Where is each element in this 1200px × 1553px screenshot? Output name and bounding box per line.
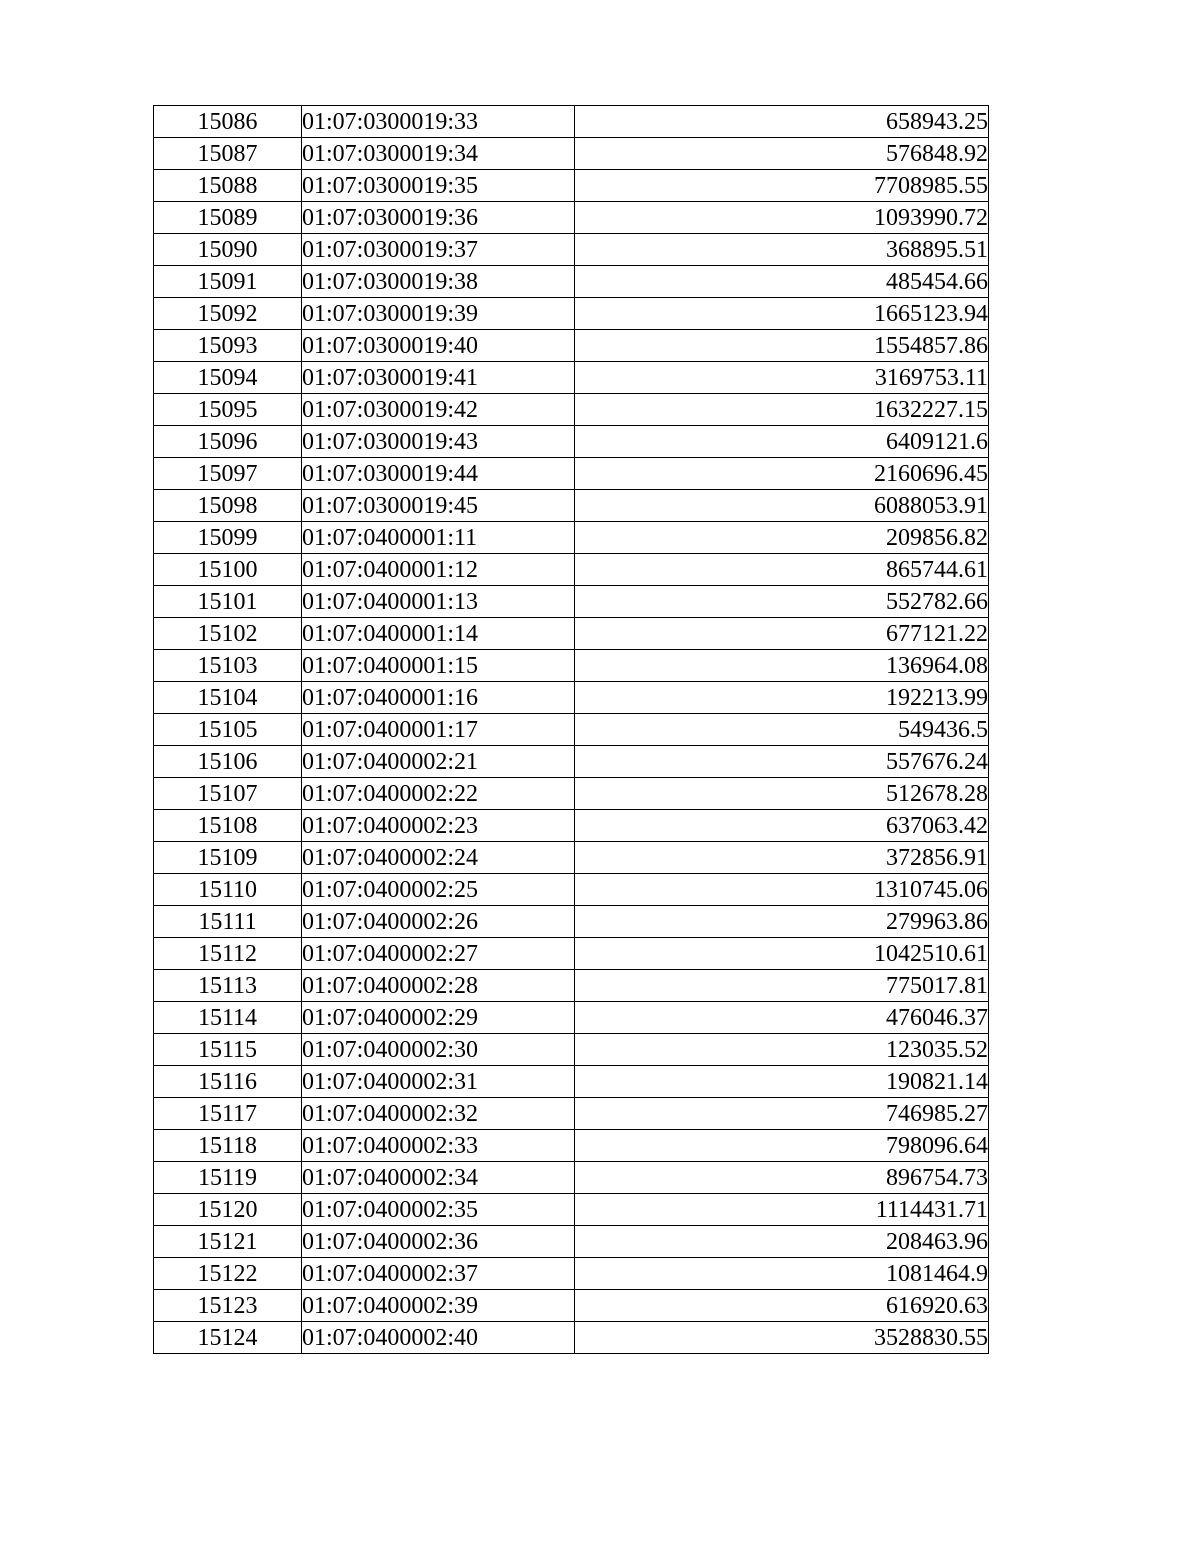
cadastral-value-cell: 1081464.9 xyxy=(575,1258,989,1290)
table-row xyxy=(154,1290,989,1322)
cadastral-number-cell: 01:07:0400002:37 xyxy=(302,1258,575,1290)
row-number-cell: 15100 xyxy=(154,554,302,586)
cadastral-value-cell: 6088053.91 xyxy=(575,490,989,522)
cadastral-value-cell: 865744.61 xyxy=(575,554,989,586)
table-row xyxy=(154,1162,989,1194)
cadastral-number-cell: 01:07:0300019:44 xyxy=(302,458,575,490)
row-number-cell: 15117 xyxy=(154,1098,302,1130)
cadastral-value-cell: 7708985.55 xyxy=(575,170,989,202)
cadastral-value-cell: 2160696.45 xyxy=(575,458,989,490)
cadastral-value-cell: 372856.91 xyxy=(575,842,989,874)
cadastral-value-cell: 3169753.11 xyxy=(575,362,989,394)
cadastral-number-cell: 01:07:0400001:14 xyxy=(302,618,575,650)
table-row xyxy=(154,1322,989,1354)
table-row xyxy=(154,970,989,1002)
cadastral-number-cell: 01:07:0400002:32 xyxy=(302,1098,575,1130)
cadastral-value-cell: 896754.73 xyxy=(575,1162,989,1194)
table-row xyxy=(154,106,989,138)
cadastral-number-cell: 01:07:0400002:30 xyxy=(302,1034,575,1066)
row-number-cell: 15115 xyxy=(154,1034,302,1066)
table-row xyxy=(154,1226,989,1258)
cadastral-value-cell: 209856.82 xyxy=(575,522,989,554)
cadastral-number-cell: 01:07:0300019:42 xyxy=(302,394,575,426)
table-row xyxy=(154,906,989,938)
cadastral-value-cell: 279963.86 xyxy=(575,906,989,938)
table-row xyxy=(154,618,989,650)
table-row xyxy=(154,714,989,746)
row-number-cell: 15104 xyxy=(154,682,302,714)
cadastral-number-cell: 01:07:0400002:34 xyxy=(302,1162,575,1194)
row-number-cell: 15122 xyxy=(154,1258,302,1290)
row-number-cell: 15123 xyxy=(154,1290,302,1322)
cadastral-number-cell: 01:07:0300019:39 xyxy=(302,298,575,330)
row-number-cell: 15110 xyxy=(154,874,302,906)
cadastral-value-cell: 1665123.94 xyxy=(575,298,989,330)
row-number-cell: 15108 xyxy=(154,810,302,842)
cadastral-value-cell: 368895.51 xyxy=(575,234,989,266)
table-row xyxy=(154,1034,989,1066)
cadastral-value-cell: 1554857.86 xyxy=(575,330,989,362)
cadastral-number-cell: 01:07:0400002:21 xyxy=(302,746,575,778)
cadastral-number-cell: 01:07:0400001:13 xyxy=(302,586,575,618)
row-number-cell: 15087 xyxy=(154,138,302,170)
row-number-cell: 15101 xyxy=(154,586,302,618)
table-row xyxy=(154,1258,989,1290)
cadastral-number-cell: 01:07:0400001:17 xyxy=(302,714,575,746)
row-number-cell: 15092 xyxy=(154,298,302,330)
cadastral-value-cell: 190821.14 xyxy=(575,1066,989,1098)
table-row xyxy=(154,1002,989,1034)
row-number-cell: 15107 xyxy=(154,778,302,810)
table-body xyxy=(154,106,989,1354)
cadastral-number-cell: 01:07:0400002:27 xyxy=(302,938,575,970)
row-number-cell: 15119 xyxy=(154,1162,302,1194)
table-row xyxy=(154,394,989,426)
cadastral-number-cell: 01:07:0300019:35 xyxy=(302,170,575,202)
cadastral-number-cell: 01:07:0400001:12 xyxy=(302,554,575,586)
row-number-cell: 15111 xyxy=(154,906,302,938)
cadastral-number-cell: 01:07:0300019:40 xyxy=(302,330,575,362)
row-number-cell: 15088 xyxy=(154,170,302,202)
row-number-cell: 15121 xyxy=(154,1226,302,1258)
cadastral-value-cell: 1114431.71 xyxy=(575,1194,989,1226)
table-row xyxy=(154,778,989,810)
cadastral-number-cell: 01:07:0400002:28 xyxy=(302,970,575,1002)
cadastral-value-cell: 476046.37 xyxy=(575,1002,989,1034)
table-row xyxy=(154,650,989,682)
cadastral-value-cell: 123035.52 xyxy=(575,1034,989,1066)
table-row xyxy=(154,842,989,874)
cadastral-value-cell: 136964.08 xyxy=(575,650,989,682)
cadastral-value-cell: 3528830.55 xyxy=(575,1322,989,1354)
cadastral-value-cell: 552782.66 xyxy=(575,586,989,618)
cadastral-number-cell: 01:07:0400002:25 xyxy=(302,874,575,906)
row-number-cell: 15106 xyxy=(154,746,302,778)
table-row xyxy=(154,1066,989,1098)
cadastral-number-cell: 01:07:0400002:35 xyxy=(302,1194,575,1226)
row-number-cell: 15105 xyxy=(154,714,302,746)
table-row xyxy=(154,938,989,970)
table-row xyxy=(154,522,989,554)
cadastral-value-cell: 798096.64 xyxy=(575,1130,989,1162)
table-row xyxy=(154,362,989,394)
cadastral-value-cell: 1093990.72 xyxy=(575,202,989,234)
table-row xyxy=(154,266,989,298)
row-number-cell: 15099 xyxy=(154,522,302,554)
row-number-cell: 15112 xyxy=(154,938,302,970)
cadastral-number-cell: 01:07:0400002:29 xyxy=(302,1002,575,1034)
cadastral-number-cell: 01:07:0400002:40 xyxy=(302,1322,575,1354)
cadastral-value-cell: 1042510.61 xyxy=(575,938,989,970)
table-row xyxy=(154,874,989,906)
cadastral-value-cell: 658943.25 xyxy=(575,106,989,138)
row-number-cell: 15091 xyxy=(154,266,302,298)
row-number-cell: 15096 xyxy=(154,426,302,458)
cadastral-number-cell: 01:07:0400002:23 xyxy=(302,810,575,842)
cadastral-number-cell: 01:07:0300019:33 xyxy=(302,106,575,138)
cadastral-number-cell: 01:07:0300019:34 xyxy=(302,138,575,170)
row-number-cell: 15089 xyxy=(154,202,302,234)
cadastral-number-cell: 01:07:0400002:36 xyxy=(302,1226,575,1258)
table-row xyxy=(154,170,989,202)
row-number-cell: 15109 xyxy=(154,842,302,874)
table-row xyxy=(154,682,989,714)
cadastral-number-cell: 01:07:0300019:36 xyxy=(302,202,575,234)
cadastral-number-cell: 01:07:0400001:16 xyxy=(302,682,575,714)
table-row xyxy=(154,554,989,586)
row-number-cell: 15118 xyxy=(154,1130,302,1162)
row-number-cell: 15093 xyxy=(154,330,302,362)
cadastral-number-cell: 01:07:0400001:15 xyxy=(302,650,575,682)
table-row xyxy=(154,490,989,522)
cadastral-number-cell: 01:07:0300019:43 xyxy=(302,426,575,458)
table-row xyxy=(154,138,989,170)
cadastral-value-cell: 1310745.06 xyxy=(575,874,989,906)
cadastral-value-cell: 6409121.6 xyxy=(575,426,989,458)
cadastral-number-cell: 01:07:0300019:37 xyxy=(302,234,575,266)
cadastral-value-table xyxy=(153,105,989,1354)
row-number-cell: 15120 xyxy=(154,1194,302,1226)
cadastral-number-cell: 01:07:0400002:39 xyxy=(302,1290,575,1322)
table-row xyxy=(154,1130,989,1162)
cadastral-number-cell: 01:07:0400002:24 xyxy=(302,842,575,874)
row-number-cell: 15090 xyxy=(154,234,302,266)
table-row xyxy=(154,234,989,266)
table-row xyxy=(154,810,989,842)
table-row xyxy=(154,586,989,618)
table-row xyxy=(154,1098,989,1130)
table-row xyxy=(154,746,989,778)
row-number-cell: 15113 xyxy=(154,970,302,1002)
cadastral-value-cell: 485454.66 xyxy=(575,266,989,298)
cadastral-number-cell: 01:07:0300019:45 xyxy=(302,490,575,522)
row-number-cell: 15095 xyxy=(154,394,302,426)
cadastral-number-cell: 01:07:0300019:41 xyxy=(302,362,575,394)
cadastral-value-cell: 637063.42 xyxy=(575,810,989,842)
table-row xyxy=(154,1194,989,1226)
row-number-cell: 15114 xyxy=(154,1002,302,1034)
table-row xyxy=(154,426,989,458)
row-number-cell: 15094 xyxy=(154,362,302,394)
cadastral-value-cell: 557676.24 xyxy=(575,746,989,778)
cadastral-value-cell: 746985.27 xyxy=(575,1098,989,1130)
cadastral-number-cell: 01:07:0400002:31 xyxy=(302,1066,575,1098)
cadastral-value-cell: 576848.92 xyxy=(575,138,989,170)
cadastral-value-cell: 192213.99 xyxy=(575,682,989,714)
table-row xyxy=(154,458,989,490)
cadastral-value-cell: 512678.28 xyxy=(575,778,989,810)
row-number-cell: 15102 xyxy=(154,618,302,650)
cadastral-number-cell: 01:07:0400002:33 xyxy=(302,1130,575,1162)
table-row xyxy=(154,298,989,330)
row-number-cell: 15098 xyxy=(154,490,302,522)
row-number-cell: 15086 xyxy=(154,106,302,138)
table-row xyxy=(154,202,989,234)
row-number-cell: 15097 xyxy=(154,458,302,490)
row-number-cell: 15124 xyxy=(154,1322,302,1354)
cadastral-value-cell: 775017.81 xyxy=(575,970,989,1002)
cadastral-number-cell: 01:07:0400002:26 xyxy=(302,906,575,938)
cadastral-number-cell: 01:07:0300019:38 xyxy=(302,266,575,298)
cadastral-value-cell: 1632227.15 xyxy=(575,394,989,426)
cadastral-value-cell: 677121.22 xyxy=(575,618,989,650)
cadastral-value-cell: 549436.5 xyxy=(575,714,989,746)
cadastral-value-cell: 616920.63 xyxy=(575,1290,989,1322)
cadastral-value-cell: 208463.96 xyxy=(575,1226,989,1258)
row-number-cell: 15116 xyxy=(154,1066,302,1098)
cadastral-number-cell: 01:07:0400001:11 xyxy=(302,522,575,554)
cadastral-number-cell: 01:07:0400002:22 xyxy=(302,778,575,810)
row-number-cell: 15103 xyxy=(154,650,302,682)
table-row xyxy=(154,330,989,362)
